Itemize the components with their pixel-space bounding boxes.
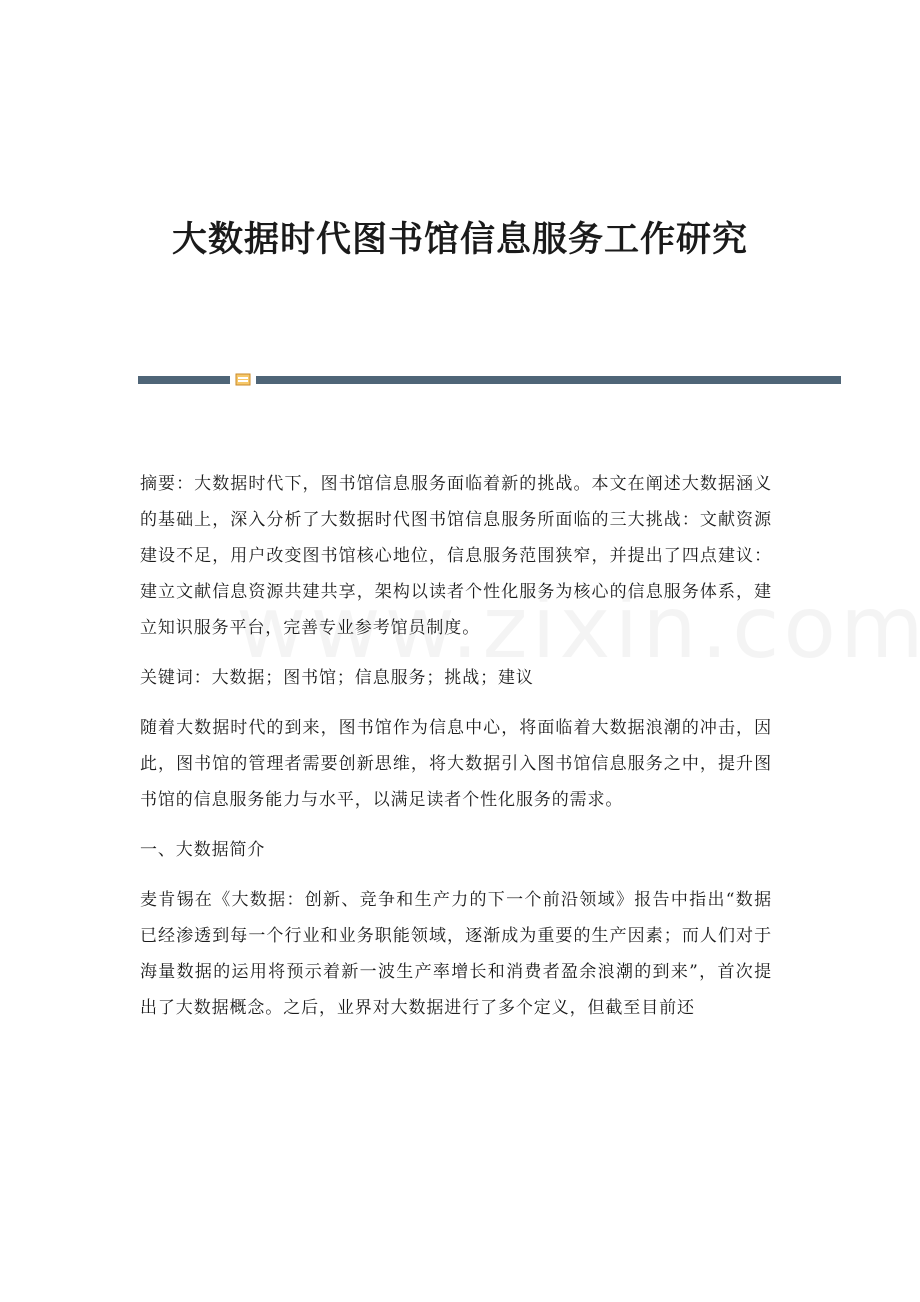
divider-left-segment — [138, 376, 230, 384]
document-title: 大数据时代图书馆信息服务工作研究 — [171, 219, 748, 260]
divider-ornament-icon — [235, 373, 251, 386]
document-body — [140, 466, 772, 1040]
section-paragraph: 麦肯锡在《大数据：创新、竞争和生产力的下一个前沿领域》报告中指出“数据已经渗透到每一个行业和业务职能领域，逐渐成为重要的生产因素；而人们对于海量数据的运用将预示着新一波生产率增长和消费者盈余浪潮的到来”，首次提出了大数据概念。之后，业界对大数据进行了多个定义，但截至目前还 — [140, 890, 772, 1018]
intro-paragraph: 随着大数据时代的到来，图书馆作为信息中心，将面临着大数据浪潮的冲击，因此，图书馆的管理者需要创新思维，将大数据引入图书馆信息服务之中，提升图书馆的信息服务能力与水平，以满足读者个性化服务的需求。 — [140, 718, 772, 810]
divider-right-segment — [256, 376, 841, 384]
title-divider — [138, 373, 841, 387]
keywords-paragraph: 关键词：大数据；图书馆；信息服务；挑战；建议 — [140, 668, 534, 688]
abstract-paragraph: 摘要：大数据时代下，图书馆信息服务面临着新的挑战。本文在阐述大数据涵义的基础上，深入分析了大数据时代图书馆信息服务所面临的三大挑战：文献资源建设不足，用户改变图书馆核心地位，信息服务范围狭窄，并提出了四点建议：建立文献信息资源共建共享，架构以读者个性化服务为核心的信息服务体系，建立知识服务平台，完善专业参考馆员制度。 — [140, 474, 772, 638]
section-heading: 一、大数据简介 — [140, 840, 266, 860]
